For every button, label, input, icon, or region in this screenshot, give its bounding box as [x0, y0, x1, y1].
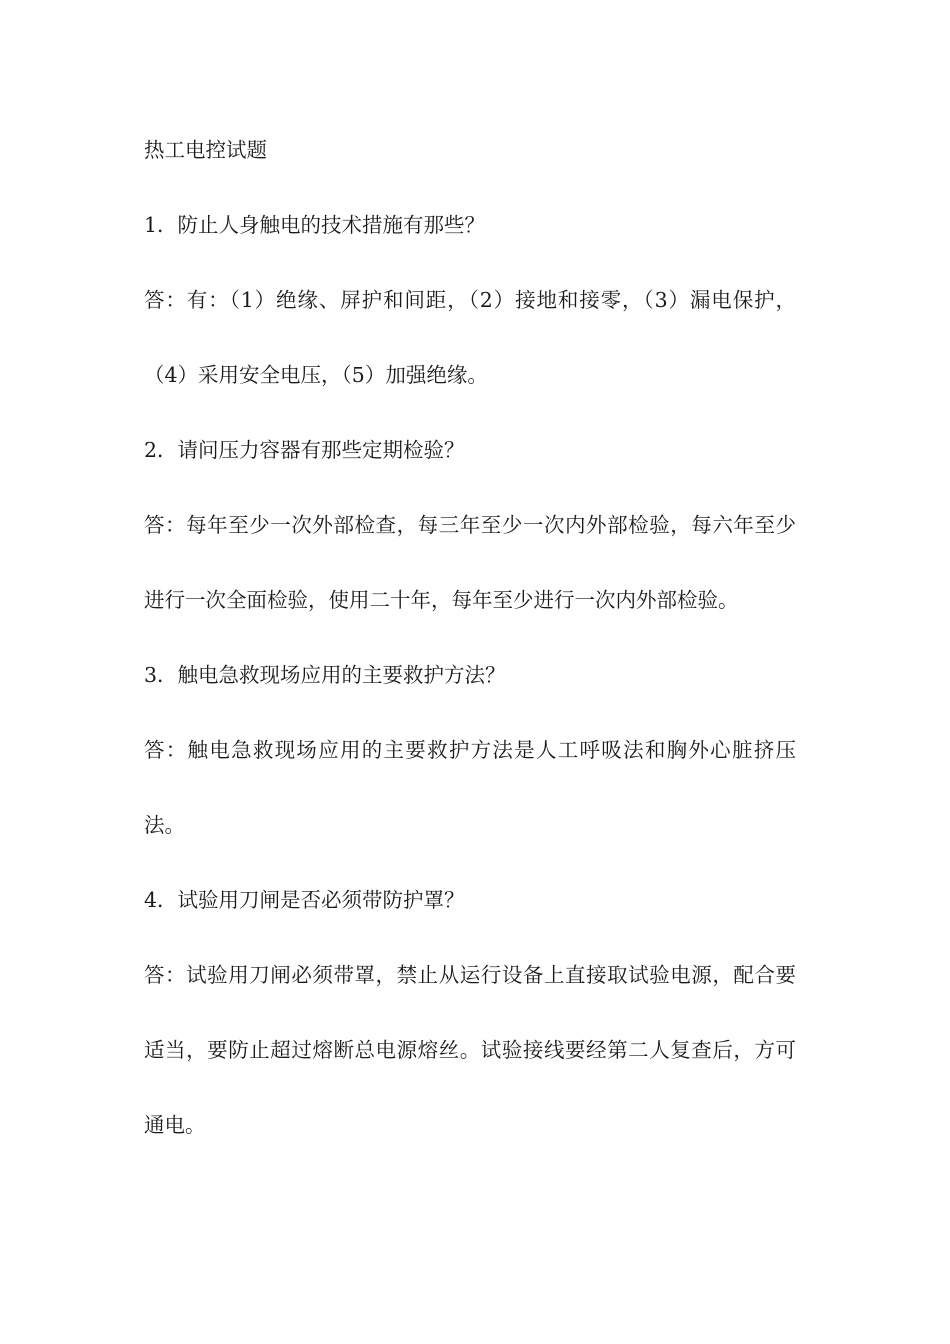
answer-3: 答：触电急救现场应用的主要救护方法是人工呼吸法和胸外心脏挤压法。	[144, 738, 796, 838]
question-1: 1．防止人身触电的技术措施有那些？	[144, 213, 486, 237]
document-title: 热工电控试题	[144, 138, 267, 162]
answer-2: 答：每年至少一次外部检查，每三年至少一次内外部检验，每六年至少进行一次全面检验，使用二十年，每年至少进行一次内外部检验。	[144, 513, 796, 613]
document-body	[144, 132, 796, 1182]
question-3: 3．触电急救现场应用的主要救护方法？	[144, 663, 506, 687]
question-4: 4．试验用刀闸是否必须带防护罩？	[144, 888, 465, 912]
answer-1: 答：有：（1）绝缘、屏护和间距，（2）接地和接零，（3）漏电保护，（4）采用安全电压，（5）加强绝缘。	[144, 288, 796, 388]
question-2: 2．请问压力容器有那些定期检验？	[144, 438, 465, 462]
answer-4: 答：试验用刀闸必须带罩，禁止从运行设备上直接取试验电源，配合要适当，要防止超过熔断总电源熔丝。试验接线要经第二人复查后，方可通电。	[144, 963, 796, 1138]
